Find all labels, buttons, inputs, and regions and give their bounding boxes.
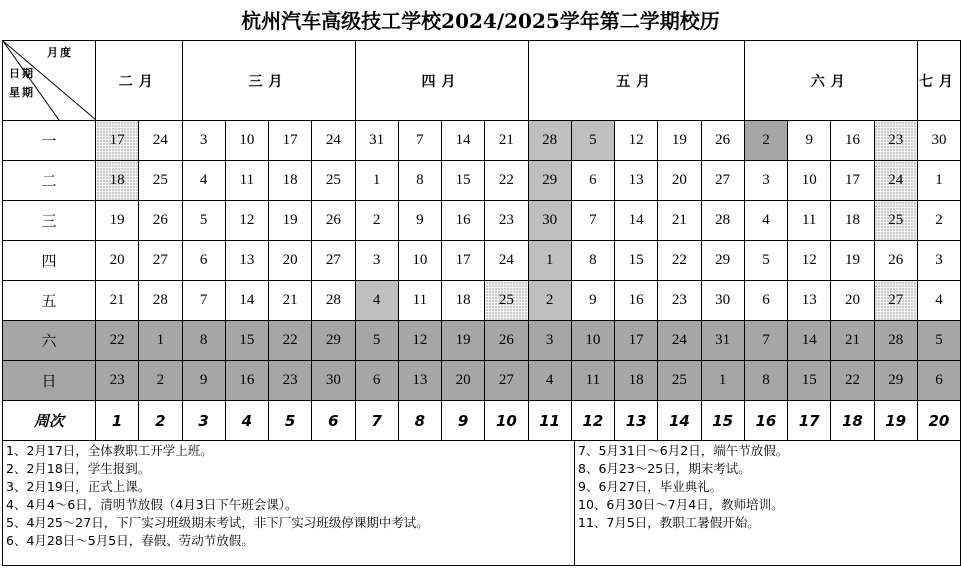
day-cell: 19	[831, 241, 874, 281]
day-cell: 15	[615, 241, 658, 281]
calendar-title: 杭州汽车高级技工学校2024/2025学年第二学期校历	[241, 9, 720, 33]
day-cell: 23	[96, 361, 139, 401]
day-cell: 18	[615, 361, 658, 401]
day-cell: 5	[182, 201, 225, 241]
note-item: 6、4月28日～5月5日，春假、劳动节放假。	[6, 533, 254, 548]
day-cell: 4	[355, 281, 398, 321]
corner-date-label: 日期	[9, 67, 35, 80]
day-cell: 25	[658, 361, 701, 401]
week-label: 周次	[3, 401, 96, 441]
day-cell: 6	[355, 361, 398, 401]
weekday-row	[3, 201, 961, 241]
day-cell: 10	[398, 241, 441, 281]
day-cell: 21	[269, 281, 312, 321]
day-cell: 28	[701, 201, 744, 241]
weekday-row	[3, 321, 961, 361]
day-cell: 25	[139, 161, 182, 201]
week-number: 5	[269, 401, 312, 441]
corner-weekday-label: 星期	[9, 86, 35, 99]
day-cell: 27	[485, 361, 528, 401]
day-cell: 17	[831, 161, 874, 201]
week-number: 8	[398, 401, 441, 441]
day-cell: 3	[744, 161, 787, 201]
day-cell: 27	[874, 281, 917, 321]
day-cell: 27	[701, 161, 744, 201]
day-cell: 29	[312, 321, 355, 361]
week-number: 1	[96, 401, 139, 441]
day-cell: 16	[615, 281, 658, 321]
day-cell: 15	[225, 321, 268, 361]
day-cell: 2	[917, 201, 960, 241]
day-cell: 20	[269, 241, 312, 281]
month-may: 五月	[528, 41, 744, 121]
note-item: 1、2月17日，全体教职工开学上班。	[6, 443, 213, 458]
day-cell: 28	[139, 281, 182, 321]
weekday-label: 五	[3, 281, 96, 321]
day-cell: 13	[788, 281, 831, 321]
day-cell: 31	[701, 321, 744, 361]
day-cell: 27	[312, 241, 355, 281]
day-cell: 5	[744, 241, 787, 281]
header-corner	[3, 41, 96, 121]
day-cell: 5	[571, 121, 614, 161]
note-item: 2、2月18日，学生报到。	[6, 461, 151, 476]
day-cell: 7	[744, 321, 787, 361]
day-cell: 29	[874, 361, 917, 401]
day-cell: 20	[831, 281, 874, 321]
day-cell: 2	[355, 201, 398, 241]
weekday-label: 三	[3, 201, 96, 241]
notes-table	[2, 440, 961, 566]
day-cell: 28	[874, 321, 917, 361]
day-cell: 19	[96, 201, 139, 241]
day-cell: 9	[182, 361, 225, 401]
day-cell: 14	[615, 201, 658, 241]
day-cell: 8	[182, 321, 225, 361]
week-number: 11	[528, 401, 571, 441]
week-number: 20	[917, 401, 960, 441]
day-cell: 21	[831, 321, 874, 361]
day-cell: 7	[571, 201, 614, 241]
day-cell: 23	[485, 201, 528, 241]
week-number: 2	[139, 401, 182, 441]
day-cell: 21	[658, 201, 701, 241]
day-cell: 25	[485, 281, 528, 321]
day-cell: 3	[528, 321, 571, 361]
day-cell: 18	[269, 161, 312, 201]
day-cell: 26	[874, 241, 917, 281]
week-number-row	[3, 401, 961, 441]
day-cell: 7	[182, 281, 225, 321]
day-cell: 1	[139, 321, 182, 361]
day-cell: 25	[312, 161, 355, 201]
day-cell: 29	[701, 241, 744, 281]
week-number: 14	[658, 401, 701, 441]
weekday-row	[3, 161, 961, 201]
week-number: 12	[571, 401, 614, 441]
corner-month-label: 月度	[47, 46, 73, 59]
day-cell: 19	[658, 121, 701, 161]
day-cell: 13	[225, 241, 268, 281]
day-cell: 17	[615, 321, 658, 361]
day-cell: 1	[528, 241, 571, 281]
day-cell: 11	[398, 281, 441, 321]
day-cell: 20	[442, 361, 485, 401]
day-cell: 24	[658, 321, 701, 361]
month-apr: 四月	[355, 41, 528, 121]
day-cell: 20	[96, 241, 139, 281]
weekday-row	[3, 361, 961, 401]
weekday-label: 一	[3, 121, 96, 161]
day-cell: 21	[96, 281, 139, 321]
day-cell: 14	[225, 281, 268, 321]
day-cell: 23	[874, 121, 917, 161]
day-cell: 21	[485, 121, 528, 161]
day-cell: 26	[312, 201, 355, 241]
day-cell: 11	[788, 201, 831, 241]
day-cell: 30	[528, 201, 571, 241]
day-cell: 25	[874, 201, 917, 241]
day-cell: 30	[701, 281, 744, 321]
weekday-row	[3, 241, 961, 281]
day-cell: 22	[96, 321, 139, 361]
note-item: 10、6月30日～7月4日，教师培训。	[578, 497, 784, 512]
day-cell: 30	[917, 121, 960, 161]
day-cell: 26	[701, 121, 744, 161]
day-cell: 17	[442, 241, 485, 281]
weekday-label: 六	[3, 321, 96, 361]
day-cell: 15	[788, 361, 831, 401]
day-cell: 11	[571, 361, 614, 401]
day-cell: 3	[355, 241, 398, 281]
day-cell: 4	[744, 201, 787, 241]
day-cell: 12	[615, 121, 658, 161]
day-cell: 4	[917, 281, 960, 321]
weekday-label: 日	[3, 361, 96, 401]
day-cell: 22	[485, 161, 528, 201]
day-cell: 13	[615, 161, 658, 201]
week-number: 9	[442, 401, 485, 441]
day-cell: 17	[96, 121, 139, 161]
day-cell: 22	[831, 361, 874, 401]
day-cell: 19	[269, 201, 312, 241]
day-cell: 10	[788, 161, 831, 201]
week-number: 6	[312, 401, 355, 441]
note-item: 4、4月4～6日，清明节放假（4月3日下午班会课）。	[6, 497, 298, 512]
weekday-label: 二	[3, 161, 96, 201]
day-cell: 20	[658, 161, 701, 201]
month-header-row	[3, 41, 961, 121]
week-number: 16	[744, 401, 787, 441]
day-cell: 1	[355, 161, 398, 201]
day-cell: 16	[225, 361, 268, 401]
day-cell: 16	[831, 121, 874, 161]
day-cell: 1	[701, 361, 744, 401]
week-number: 19	[874, 401, 917, 441]
day-cell: 6	[744, 281, 787, 321]
weekday-row	[3, 281, 961, 321]
day-cell: 28	[528, 121, 571, 161]
day-cell: 6	[571, 161, 614, 201]
month-jun: 六月	[744, 41, 917, 121]
note-item: 11、7月5日，教职工暑假开始。	[578, 515, 760, 530]
day-cell: 31	[355, 121, 398, 161]
day-cell: 22	[269, 321, 312, 361]
weekday-row	[3, 121, 961, 161]
weekday-label: 四	[3, 241, 96, 281]
day-cell: 3	[917, 241, 960, 281]
day-cell: 12	[398, 321, 441, 361]
day-cell: 26	[139, 201, 182, 241]
calendar-grid	[2, 40, 961, 441]
week-number: 17	[788, 401, 831, 441]
day-cell: 12	[788, 241, 831, 281]
day-cell: 8	[571, 241, 614, 281]
day-cell: 18	[831, 201, 874, 241]
note-item: 7、5月31日～6月2日，端午节放假。	[578, 443, 789, 458]
day-cell: 11	[225, 161, 268, 201]
day-cell: 6	[182, 241, 225, 281]
day-cell: 13	[398, 361, 441, 401]
day-cell: 2	[744, 121, 787, 161]
week-number: 13	[615, 401, 658, 441]
week-number: 4	[225, 401, 268, 441]
day-cell: 22	[658, 241, 701, 281]
day-cell: 17	[269, 121, 312, 161]
day-cell: 9	[571, 281, 614, 321]
day-cell: 4	[182, 161, 225, 201]
day-cell: 14	[788, 321, 831, 361]
day-cell: 18	[442, 281, 485, 321]
day-cell: 2	[139, 361, 182, 401]
day-cell: 24	[139, 121, 182, 161]
day-cell: 8	[744, 361, 787, 401]
note-item: 5、4月25～27日，下厂实习班级期末考试，非下厂实习班级停课期中考试。	[6, 515, 429, 530]
day-cell: 16	[442, 201, 485, 241]
day-cell: 18	[96, 161, 139, 201]
day-cell: 12	[225, 201, 268, 241]
note-item: 9、6月27日，毕业典礼。	[578, 479, 723, 494]
week-number: 15	[701, 401, 744, 441]
day-cell: 30	[312, 361, 355, 401]
month-mar: 三月	[182, 41, 355, 121]
day-cell: 19	[442, 321, 485, 361]
day-cell: 23	[269, 361, 312, 401]
day-cell: 24	[312, 121, 355, 161]
notes-left	[3, 441, 575, 566]
day-cell: 3	[182, 121, 225, 161]
week-number: 10	[485, 401, 528, 441]
day-cell: 5	[917, 321, 960, 361]
day-cell: 7	[398, 121, 441, 161]
day-cell: 8	[398, 161, 441, 201]
day-cell: 24	[485, 241, 528, 281]
day-cell: 9	[788, 121, 831, 161]
day-cell: 26	[485, 321, 528, 361]
note-item: 3、2月19日，正式上课。	[6, 479, 151, 494]
day-cell: 1	[917, 161, 960, 201]
day-cell: 14	[442, 121, 485, 161]
week-number: 18	[831, 401, 874, 441]
day-cell: 9	[398, 201, 441, 241]
day-cell: 29	[528, 161, 571, 201]
week-number: 3	[182, 401, 225, 441]
day-cell: 27	[139, 241, 182, 281]
month-feb: 二月	[96, 41, 183, 121]
note-item: 8、6月23～25日，期末考试。	[578, 461, 751, 476]
day-cell: 23	[658, 281, 701, 321]
day-cell: 6	[917, 361, 960, 401]
day-cell: 24	[874, 161, 917, 201]
day-cell: 5	[355, 321, 398, 361]
month-jul: 七月	[917, 41, 960, 121]
notes-right	[575, 441, 961, 566]
day-cell: 10	[225, 121, 268, 161]
day-cell: 10	[571, 321, 614, 361]
day-cell: 4	[528, 361, 571, 401]
day-cell: 28	[312, 281, 355, 321]
day-cell: 15	[442, 161, 485, 201]
week-number: 7	[355, 401, 398, 441]
day-cell: 2	[528, 281, 571, 321]
